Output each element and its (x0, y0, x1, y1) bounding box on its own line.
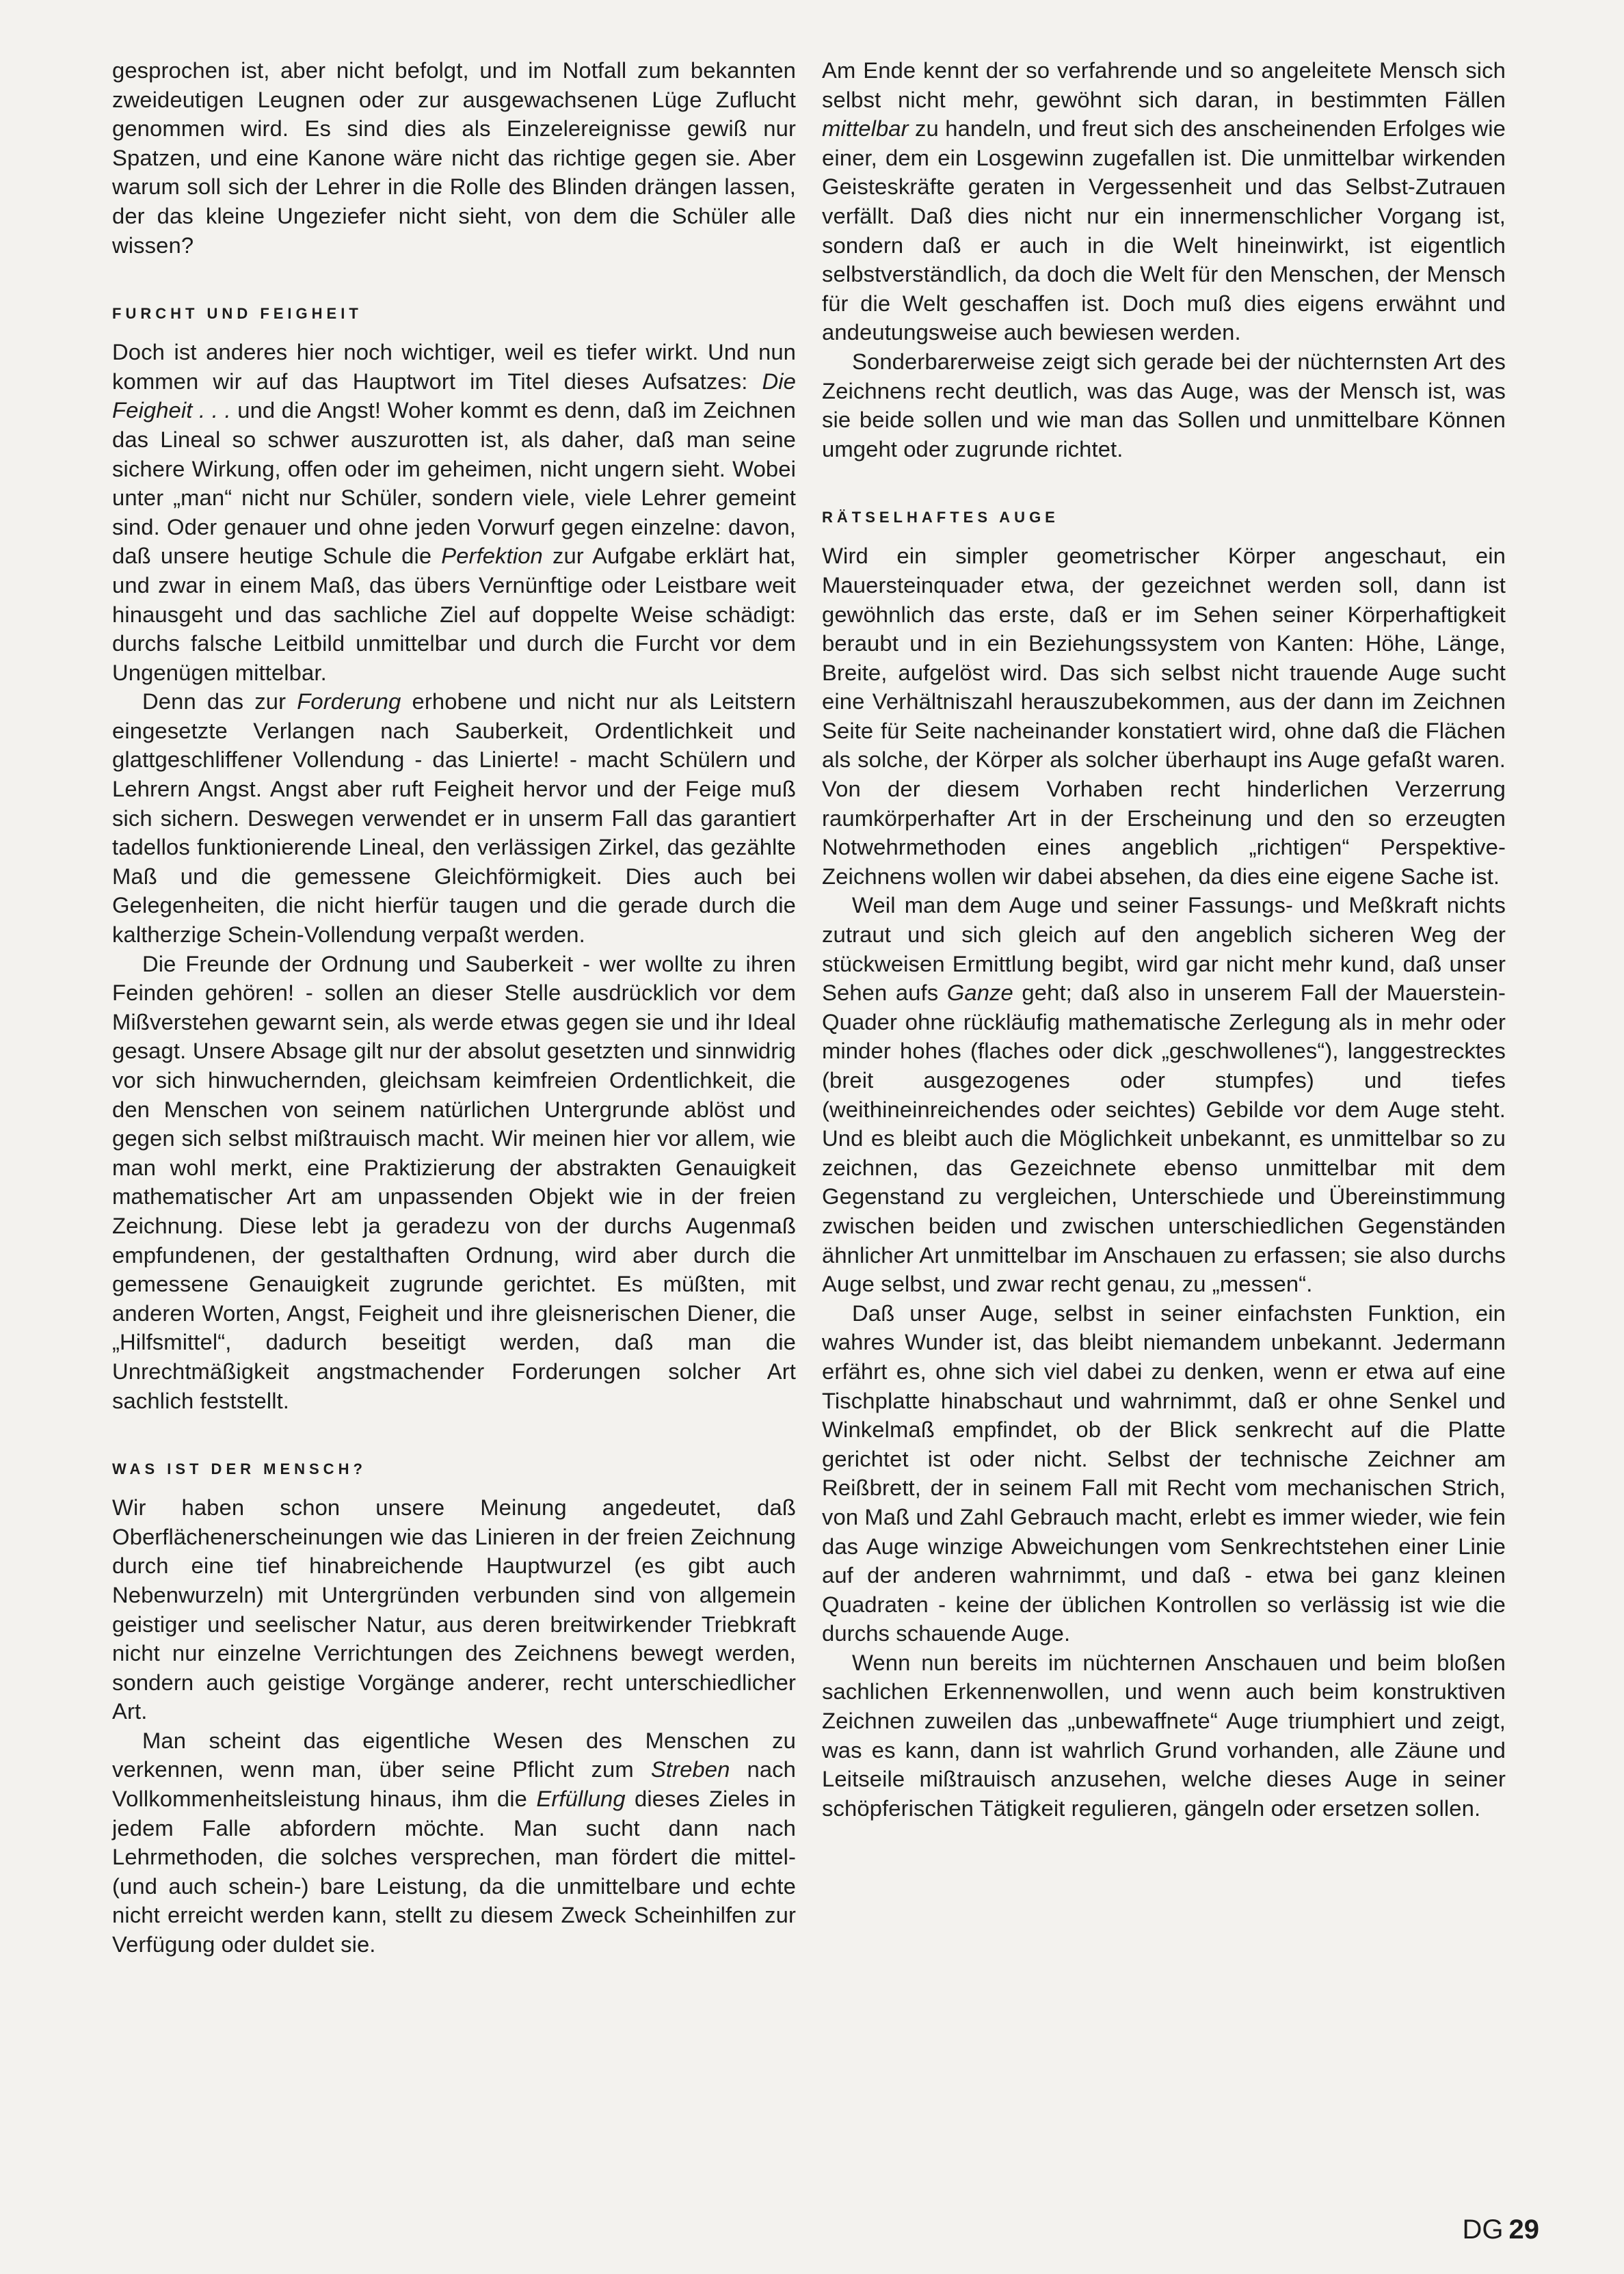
emphasis: Ganze (946, 980, 1013, 1006)
paragraph: Sonderbarerweise zeigt sich gerade bei der nüchternsten Art des Zeichnens recht deutlich, was das Auge, was der Mensch ist, was sie beide sollen und wie man das Sollen und unmittelbare Können umgeht oder zugrunde richtet. (822, 348, 1506, 462)
page-folio (1463, 2214, 1540, 2245)
paragraph: gesprochen ist, aber nicht befolgt, und im Notfall zum bekannten zweideutigen Leugnen oder zur ausgewachsenen Lüge Zuflucht genommen wird. Es sind dies als Einzelereignisse gewiß nur Spatzen, und eine Kanone wäre nicht das richtige gegen sie. Aber warum soll sich der Lehrer in die Rolle des Blinden drängen lassen, der das kleine Ungeziefer nicht sieht, von dem die Schüler alle wissen? (112, 57, 796, 258)
section-heading-was-ist-der-mensch: WAS IST DER MENSCH? (112, 1460, 367, 1478)
emphasis: Erfüllung (536, 1786, 626, 1812)
emphasis: mittelbar (822, 116, 909, 142)
section-heading-raetselhaftes-auge: RÄTSELHAFTES AUGE (822, 509, 1059, 526)
paragraph: Doch ist anderes hier noch wichtiger, weil es tiefer wirkt. Und nun kommen wir auf das Hauptwort im Titel dieses Aufsatzes: Die Feigheit . . . und die Angst! Woher kommt es denn, daß im Zeichnen das Lineal so schwer auszurotten ist, als daher, daß man seine sichere Wirkung, offen oder im geheimen, nicht ungern sieht. Wobei unter „man“ nicht nur Schüler, sondern viele, viele Lehrer gemeint sind. Oder genauer und ohne jeden Vorwurf gegen einzelne: davon, daß unsere heutige Schule die Perfektion zur Aufgabe erklärt hat, und zwar in einem Maß, das übers Vernünftige oder Leistbare weit hinausgeht und das sachliche Ziel auf doppelte Weise schädigt: durchs falsche Leitbild unmittelbar und durch die Furcht vor dem Ungenügen mittelbar. (112, 339, 796, 685)
magazine-abbreviation: DG (1462, 2215, 1504, 2245)
right-column (822, 56, 1506, 1823)
emphasis: Forderung (297, 688, 401, 714)
paragraph: Wir haben schon unsere Meinung angedeutet, daß Oberflächenerscheinungen wie das Linieren in der freien Zeichnung durch eine tief hinabreichende Hauptwurzel (es gibt auch Nebenwurzeln) mit Untergründen verbunden sind von allgemein geistiger und seelischer Natur, aus deren breitwirkender Triebkraft nicht nur einzelne Verrichtungen des Zeichnens bewegt werden, sondern auch geistige Vorgänge anderer, recht unterschiedlicher Art. (112, 1495, 796, 1724)
emphasis: Streben (650, 1756, 730, 1782)
paragraph: Die Freunde der Ordnung und Sauberkeit - wer wollte zu ihren Feinden gehören! - sollen an dieser Stelle ausdrücklich vor dem Mißverstehen gewarnt sein, als werde etwas gegen sie und ihr Ideal gesagt. Unsere Absage gilt nur der absolut gesetzten und sinnwidrig vor sich hinwuchernden, gleichsam keimfreien Ordentlichkeit, die den Menschen von seinem natürlichen Untergrunde ablöst und gegen sich selbst mißtrauisch macht. Wir meinen hier vor allem, wie man wohl merkt, eine Praktizierung der abstrakten Genauigkeit mathematischer Art am unpassenden Objekt wie in der freien Zeichnung. Diese lebt ja geradezu von der durchs Augenmaß empfundenen, der gestalthaften Ordnung, wird aber durch die gemessene Genauigkeit zugrunde gerichtet. Es müßten, mit anderen Worten, Angst, Feigheit und ihre gleisnerischen Diener, die „Hilfsmittel“, dadurch beseitigt werden, daß man die Unrechtmäßigkeit angstmachender Forderungen solcher Art sachlich feststellt. (112, 950, 796, 1413)
section-heading-furcht-und-feigheit: FURCHT UND FEIGHEIT (112, 305, 362, 323)
paragraph: Man scheint das eigentliche Wesen des Menschen zu verkennen, wenn man, über seine Pflicht zum Streben nach Vollkommenheitsleistung hinaus, ihm die Erfüllung dieses Zieles in jedem Falle abfordern möchte. Man sucht dann nach Lehrmethoden, die solches versprechen, man fördert die mittel- (und auch schein-) bare Leistung, da die unmittelbare und echte nicht erreicht werden kann, stellt zu diesem Zweck Scheinhilfen zur Verfügung oder duldet sie. (112, 1727, 796, 1957)
paragraph: Daß unser Auge, selbst in seiner einfachsten Funktion, ein wahres Wunder ist, das bleibt niemandem unbekannt. Jedermann erfährt es, ohne sich viel dabei zu denken, wenn er etwa auf eine Tischplatte hinabschaut und wahrnimmt, daß er ohne Senkel und Winkelmaß empfindet, ob der Blick senkrecht auf die Platte gerichtet ist oder nicht. Selbst der technische Zeichner am Reißbrett, der in seinem Fall mit Recht vom mechanischen Strich, von Maß und Zahl Gebrauch macht, erlebt es immer wieder, wie fein das Auge winzige Abweichungen vom Senkrechtstehen einer Linie auf der anderen wahrnimmt, und daß - etwa bei ganz kleinen Quadraten - keine der üblichen Kontrollen so verlässig ist wie die durchs schauende Auge. (822, 1300, 1506, 1646)
page-number: 29 (1508, 2215, 1539, 2245)
paragraph: Weil man dem Auge und seiner Fassungs- und Meßkraft nichts zutraut und sich gleich auf den angeblich sicheren Weg der stückweisen Ermittlung begibt, wird gar nicht mehr kund, daß unser Sehen aufs Ganze geht; daß also in unserem Fall der Mauerstein-Quader ohne rückläufig mathematische Zerlegung als in mehr oder minder hohes (flaches oder dick „geschwollenes“), langgestrecktes (breit ausgezogenes oder stumpfes) und tiefes (weithineinreichendes oder seichtes) Gebilde vor dem Auge steht. Und es bleibt auch die Möglichkeit unbekannt, es unmittelbar so zu zeichnen, das Gezeichnete ebenso unmittelbar mit dem Gegenstand zu vergleichen, Unterschiede und Übereinstimmung zwischen beiden und zwischen unterschiedlichen Gegenständen ähnlicher Art unmittelbar im Anschauen zu erfassen; sie also durchs Auge selbst, und zwar recht genau, zu „messen“. (822, 892, 1506, 1297)
paragraph: Am Ende kennt der so verfahrende und so angeleitete Mensch sich selbst nicht mehr, gewöhnt sich daran, in bestimmten Fällen mittelbar zu handeln, und freut sich des anscheinenden Erfolges wie einer, dem ein Losgewinn zugefallen ist. Die unmittelbar wirkenden Geisteskräfte geraten in Vergessenheit und das Selbst-Zutrauen verfällt. Daß dies nicht nur ein innermenschlicher Vorgang ist, sondern daß er auch in die Welt hineinwirkt, ist eigentlich selbstverständlich, da doch die Welt für den Menschen, der Mensch für die Welt geschaffen ist. Doch muß dies eigens erwähnt und andeutungsweise auch bewiesen werden. (822, 57, 1506, 345)
paragraph: Denn das zur Forderung erhobene und nicht nur als Leitstern eingesetzte Verlangen nach Sauberkeit, Ordentlichkeit und glattgeschliffener Vollendung - das Linierte! - macht Schülern und Lehrern Angst. Angst aber ruft Feigheit hervor und der Feige muß sich sichern. Deswegen verwendet er in unserm Fall das garantiert tadellos funktionierende Lineal, den verlässigen Zirkel, das gezählte Maß und die gemessene Gleichförmigkeit. Dies auch bei Gelegenheiten, die nicht hierfür taugen und die gerade durch die kaltherzige Schein-Vollendung verpaßt werden. (112, 688, 796, 948)
paragraph: Wird ein simpler geometrischer Körper angeschaut, ein Mauersteinquader etwa, der gezeichnet werden soll, dann ist gewöhnlich das erste, daß er im Sehen seiner Körperhaftigkeit beraubt und in ein Beziehungssystem von Kanten: Höhe, Länge, Breite, aufgelöst wird. Das sich selbst nicht trauende Auge sucht eine Verhältniszahl herauszubekommen, aus der dann im Zeichnen Seite für Seite nacheinander konstatiert wird, ohne daß die Flächen als solche, der Körper als solcher überhaupt ins Auge gefaßt waren. Von der diesem Vorhaben recht hinderlichen Verzerrung raumkörperhafter Art in der Erscheinung und den so erzeugten Notwehrmethoden eines angeblich „richtigen“ Perspektive-Zeichnens wollen wir dabei absehen, da dies eine eigene Sache ist. (822, 543, 1506, 889)
paragraph: Wenn nun bereits im nüchternen Anschauen und beim bloßen sachlichen Erkennenwollen, und wenn auch beim konstruktiven Zeichnen zuweilen das „unbewaffnete“ Auge triumphiert und zeigt, was es kann, dann ist wahrlich Grund vorhanden, alle Zäune und Leitseile mißtrauisch anzusehen, welche dieses Auge in seiner schöpferischen Tätigkeit regulieren, gängeln oder ersetzen sollen. (822, 1649, 1506, 1821)
left-column (112, 56, 796, 1959)
emphasis: Die Feigheit . . . (112, 368, 796, 423)
emphasis: Perfektion (441, 543, 543, 569)
